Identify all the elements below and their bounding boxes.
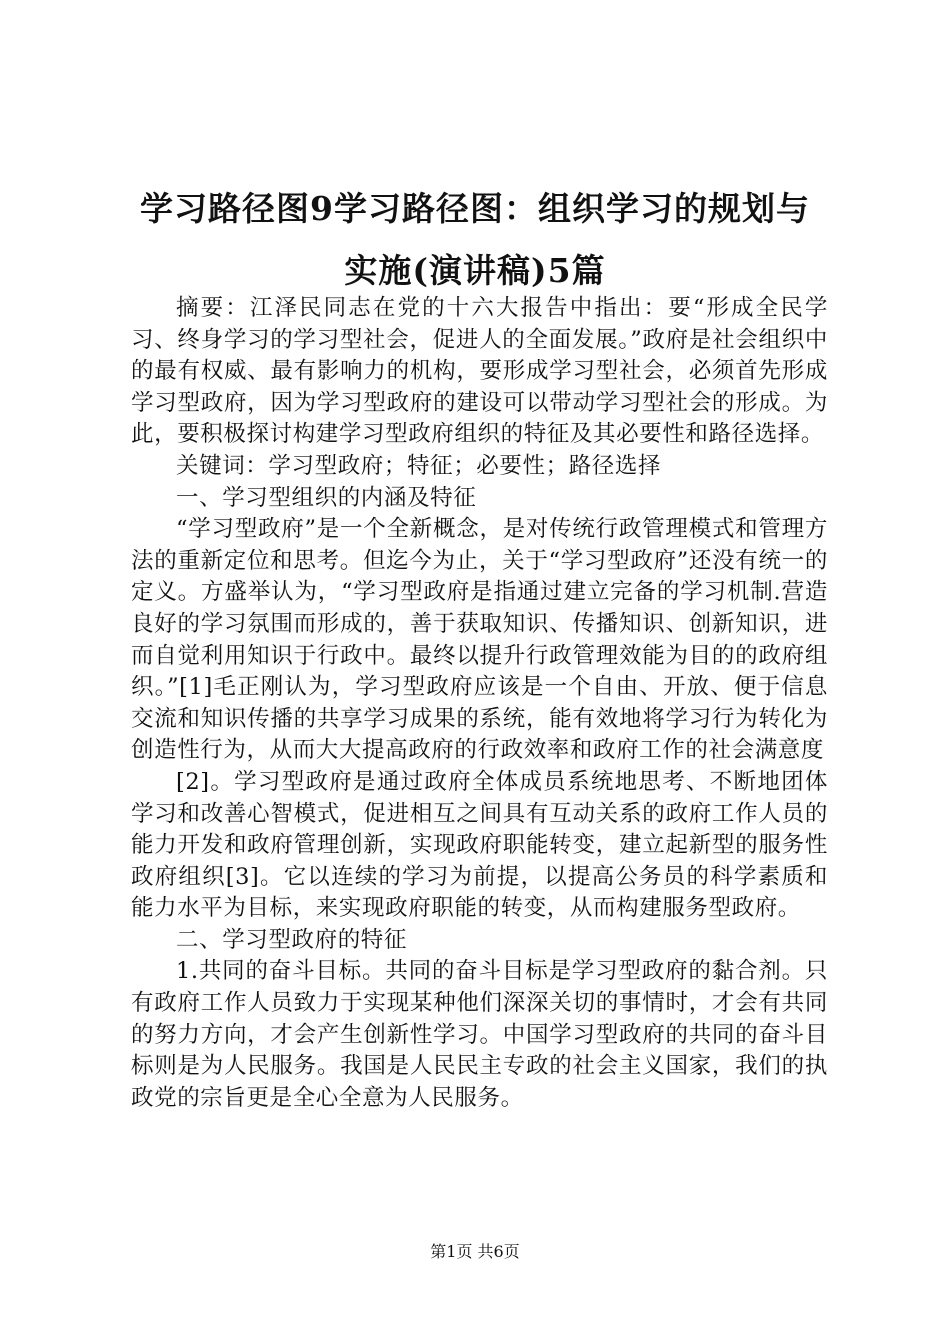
body-paragraph: 1.共同的奋斗目标。共同的奋斗目标是学习型政府的黏合剂。只有政府工作人员致力于实现某种他们深深关切的事情时，才会有共同的努力方向，才会产生创新性学习。中国学习型政府的共同的奋斗目标则是为人民服务。我国是人民民主专政的社会主义国家，我们的执政党的宗旨更是全心全意为人民服务。 (131, 958, 828, 1111)
title-line-2: 实施(演讲稿)5篇 (344, 251, 606, 290)
section-heading-2: 二、学习型政府的特征 (176, 926, 408, 953)
document-title (110, 178, 840, 302)
document-body (131, 293, 828, 1114)
abstract-paragraph: 摘要：江泽民同志在党的十六大报告中指出：要“形成全民学习、终身学习的学习型社会，促进人的全面发展。”政府是社会组织中的最有权威、最有影响力的机构，要形成学习型社会，必须首先形成学习型政府，因为学习型政府的建设可以带动学习型社会的形成。为此，要积极探讨构建学习型政府组织的特征及其必要性和路径选择。 (131, 295, 828, 448)
body-paragraph: “学习型政府”是一个全新概念，是对传统行政管理模式和管理方法的重新定位和思考。但迄今为止，关于“学习型政府”还没有统一的定义。方盛举认为，“学习型政府是指通过建立完备的学习机制.营造良好的学习氛围而形成的，善于获取知识、传播知识、创新知识，进而自觉利用知识于行政中。最终以提升行政管理效能为目的的政府组织。”[1]毛正刚认为，学习型政府应该是一个自由、开放、便于信息交流和知识传播的共享学习成果的系统，能有效地将学习行为转化为创造性行为，从而大大提高政府的行政效率和政府工作的社会满意度 (131, 516, 828, 764)
page-footer: 第1页 共6页 (430, 1242, 520, 1261)
body-paragraph: [2]。学习型政府是通过政府全体成员系统地思考、不断地团体学习和改善心智模式，促进相互之间具有互动关系的政府工作人员的能力开发和政府管理创新，实现政府职能转变，建立起新型的服务性政府组织[3]。它以连续的学习为前提，以提高公务员的科学素质和能力水平为目标，来实现政府职能的转变，从而构建服务型政府。 (131, 768, 828, 922)
keywords-paragraph: 关键词：学习型政府；特征；必要性；路径选择 (176, 452, 662, 479)
title-line-1: 学习路径图9学习路径图：组织学习的规划与 (140, 189, 810, 228)
section-heading-1: 一、学习型组织的内涵及特征 (176, 484, 477, 511)
